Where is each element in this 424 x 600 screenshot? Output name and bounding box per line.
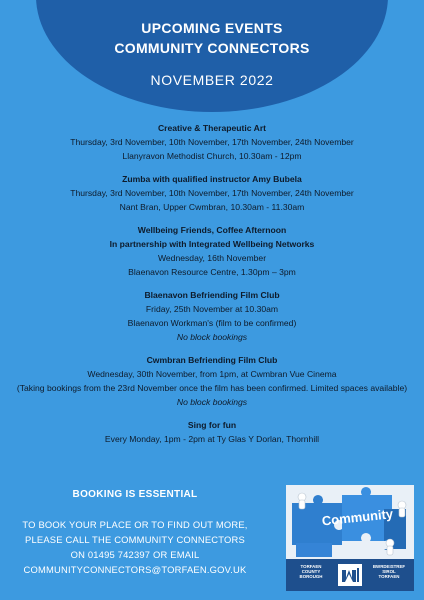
puzzle-text: Community [321,506,394,529]
council-name-line: BWRDEISTREF [372,564,406,569]
council-name-line: BOROUGH [299,574,323,579]
council-name-line: SIROL [382,569,396,574]
event-note: No block bookings [176,332,248,342]
event-venue: Blaenavon Resource Centre, 1.30pm – 3pm [128,267,296,277]
event-zumba [0,172,424,214]
event-sing [0,418,424,446]
event-blaenavon-film [0,288,424,344]
event-venue: Blaenavon Workman's (film to be confirmed) [127,318,297,328]
event-title: Wellbeing Friends, Coffee Afternoon [137,225,287,235]
council-name-line: TORFAEN [300,564,322,569]
event-dates: Thursday, 3rd November, 10th November, 17th November, 24th November [70,188,354,198]
council-banner [286,559,414,591]
event-dates: Friday, 25th November at 10.30am [145,304,279,314]
page-header [0,18,424,58]
events-list [0,121,424,455]
contact-line: TO BOOK YOUR PLACE OR TO FIND OUT MORE, [22,519,248,530]
header-title-line2: COMMUNITY CONNECTORS [114,40,310,56]
event-dates: Every Monday, 1pm - 2pm at Ty Glas Y Dorlan, Thornhill [104,434,320,444]
event-art [0,121,424,163]
month-heading: NOVEMBER 2022 [150,72,274,88]
contact-phone: ON 01495 742397 OR EMAIL [70,549,200,560]
event-subtitle: In partnership with Integrated Wellbeing Networks [109,239,315,249]
event-details: (Taking bookings from the 23rd November once the film has been confirmed. Limited spaces available) [16,383,408,393]
council-name-line: TORFAEN [378,574,400,579]
event-dates: Thursday, 3rd November, 10th November, 17th November, 24th November [70,137,354,147]
event-cwmbran-film [0,353,424,409]
header-title-line1: UPCOMING EVENTS [141,20,283,36]
booking-heading: BOOKING IS ESSENTIAL [72,489,198,500]
booking-contact [0,517,270,577]
puzzle-pieces-icon [286,485,414,559]
event-title: Sing for fun [187,420,237,430]
event-venue: Llanyravon Methodist Church, 10.30am - 12pm [122,151,302,161]
council-name-line: COUNTY [301,569,321,574]
council-name-english [289,564,333,579]
event-title: Cwmbran Befriending Film Club [146,355,278,365]
council-name-welsh [367,564,411,579]
event-dates: Wednesday, 16th November [157,253,267,263]
contact-email: COMMUNITYCONNECTORS@TORFAEN.GOV.UK [23,564,247,575]
event-title: Blaenavon Befriending Film Club [144,290,280,300]
event-wellbeing [0,223,424,279]
puzzle-image [286,485,414,559]
contact-line: PLEASE CALL THE COMMUNITY CONNECTORS [25,534,245,545]
event-venue: Nant Bran, Upper Cwmbran, 10.30am - 11.30am [119,202,305,212]
event-dates: Wednesday, 30th November, from 1pm, at Cwmbran Vue Cinema [87,369,337,379]
event-title: Creative & Therapeutic Art [157,123,267,133]
community-logo [286,485,414,591]
council-crest-icon [338,564,362,586]
event-title: Zumba with qualified instructor Amy Bubela [122,174,302,184]
event-note: No block bookings [176,397,248,407]
